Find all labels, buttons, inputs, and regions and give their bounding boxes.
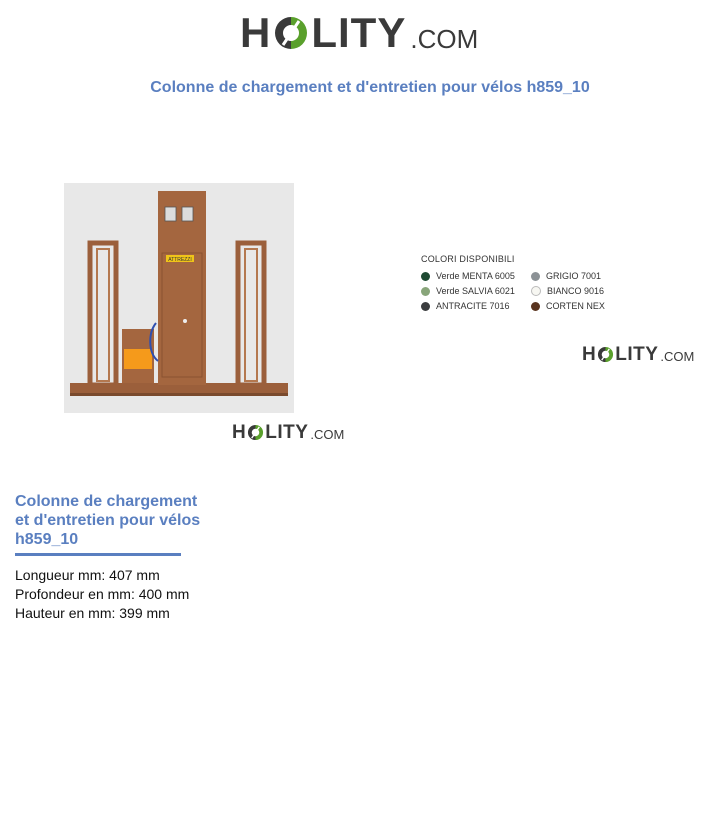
logo-domain: .COM — [310, 427, 345, 442]
color-option — [531, 301, 621, 311]
colors-logo — [582, 345, 694, 364]
color-label: GRIGIO 7001 — [546, 271, 602, 281]
logo-domain: .COM — [660, 349, 695, 364]
colors-grid — [421, 271, 621, 311]
color-label: Verde SALVIA 6021 — [436, 286, 515, 296]
logo-o-icon — [247, 424, 264, 441]
logo-o-icon — [597, 346, 614, 363]
color-dot-icon — [531, 302, 540, 311]
color-option — [531, 271, 621, 281]
spec-depth: Profondeur en mm: 400 mm — [15, 586, 190, 602]
spec-length: Longueur mm: 407 mm — [15, 567, 160, 583]
details-title: Colonne de chargement et d'entretien pour vélos h859_10 — [15, 493, 201, 548]
color-option — [421, 271, 531, 281]
color-option — [531, 286, 621, 296]
logo-letters-start: H — [232, 422, 247, 443]
logo-letters-start: H — [240, 9, 272, 56]
color-dot-icon — [421, 287, 430, 296]
colors-heading: COLORI DISPONIBILI — [421, 254, 515, 264]
logo-domain: .COM — [410, 24, 479, 54]
color-label: CORTEN NEX — [546, 301, 605, 311]
column-label: ATTREZZI — [168, 257, 192, 263]
color-dot-icon — [421, 272, 430, 281]
logo-letters-end: LITY — [311, 9, 407, 56]
logo-letters-end: LITY — [265, 422, 309, 443]
header-logo[interactable] — [240, 9, 479, 56]
page-title: Colonne de chargement et d'entretien pour vélos h859_10 — [150, 79, 590, 96]
color-label: BIANCO 9016 — [547, 286, 605, 296]
title-underline — [15, 553, 181, 556]
color-dot-icon — [531, 272, 540, 281]
specs-list — [15, 566, 189, 623]
color-label: Verde MENTA 6005 — [436, 271, 515, 281]
color-dot-icon — [531, 286, 541, 296]
logo-o-icon — [273, 15, 309, 51]
color-label: ANTRACITE 7016 — [436, 301, 510, 311]
color-option — [421, 286, 531, 296]
spec-height: Hauteur en mm: 399 mm — [15, 605, 170, 621]
colors-panel — [421, 254, 621, 311]
color-dot-icon — [421, 302, 430, 311]
product-image — [64, 183, 294, 413]
bike-station-illustration — [64, 183, 294, 413]
photo-logo — [232, 423, 344, 442]
color-option — [421, 301, 531, 311]
logo-letters-end: LITY — [615, 344, 659, 365]
logo-letters-start: H — [582, 344, 597, 365]
